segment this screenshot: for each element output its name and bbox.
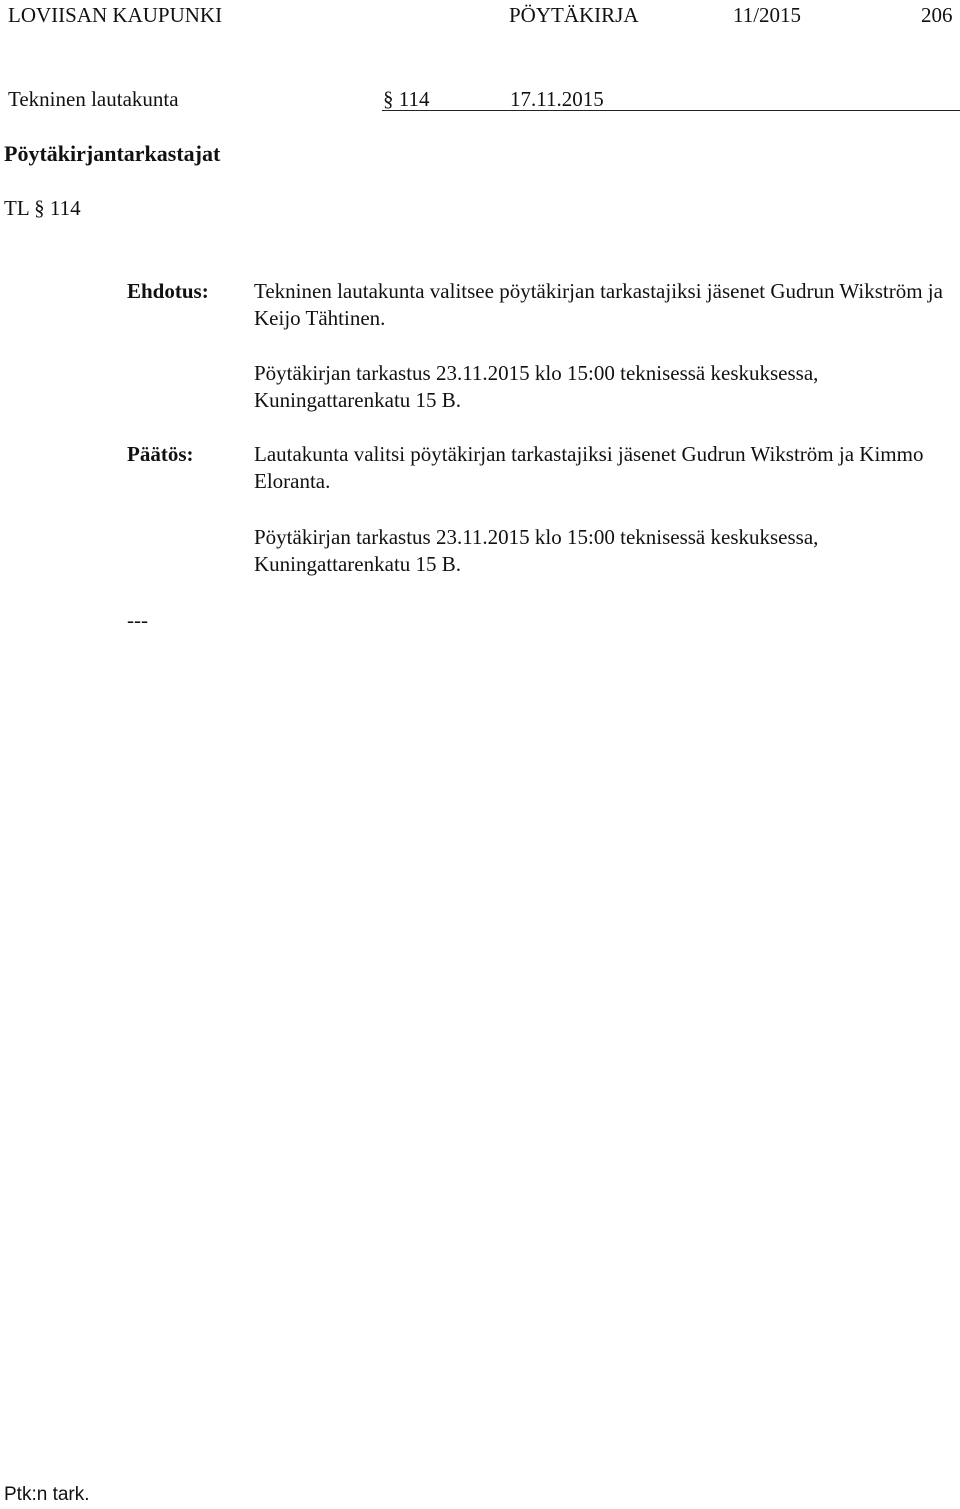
proposal-label: Ehdotus:: [127, 279, 209, 303]
review-initials-label: Ptk:n tark.: [4, 1484, 90, 1505]
page-number: 206: [921, 3, 953, 27]
document-type: PÖYTÄKIRJA: [509, 3, 639, 27]
decision-review-text: [254, 524, 954, 578]
proposal-paragraph: Tekninen lautakunta valitsee pöytäkirjan tarkastajiksi jäsenet Gudrun Wikström ja Keijo Tähtinen.: [254, 279, 943, 330]
proposal-review-text: [254, 360, 954, 414]
board-name: Tekninen lautakunta: [8, 87, 179, 111]
decision-text: [254, 441, 954, 495]
header-divider: [382, 110, 960, 111]
decision-paragraph: Lautakunta valitsi pöytäkirjan tarkastajiksi jäsenet Gudrun Wikström ja Kimmo Eloranta.: [254, 442, 924, 493]
proposal-text: [254, 278, 954, 332]
issue-number: 11/2015: [733, 3, 802, 27]
decision-label: Päätös:: [127, 442, 194, 466]
decision-paragraph: Pöytäkirjan tarkastus 23.11.2015 klo 15:00 teknisessä keskuksessa, Kuningattarenkatu 15 B.: [254, 525, 819, 576]
item-title: Pöytäkirjantarkastajat: [4, 141, 221, 166]
section-separator: ---: [127, 608, 148, 632]
item-reference: TL § 114: [4, 196, 81, 220]
section-number: § 114: [383, 87, 430, 111]
organization-name: LOVIISAN KAUPUNKI: [8, 3, 223, 27]
meeting-date: 17.11.2015: [510, 87, 604, 111]
proposal-paragraph: Pöytäkirjan tarkastus 23.11.2015 klo 15:00 teknisessä keskuksessa, Kuningattarenkatu 15 B.: [254, 361, 819, 412]
